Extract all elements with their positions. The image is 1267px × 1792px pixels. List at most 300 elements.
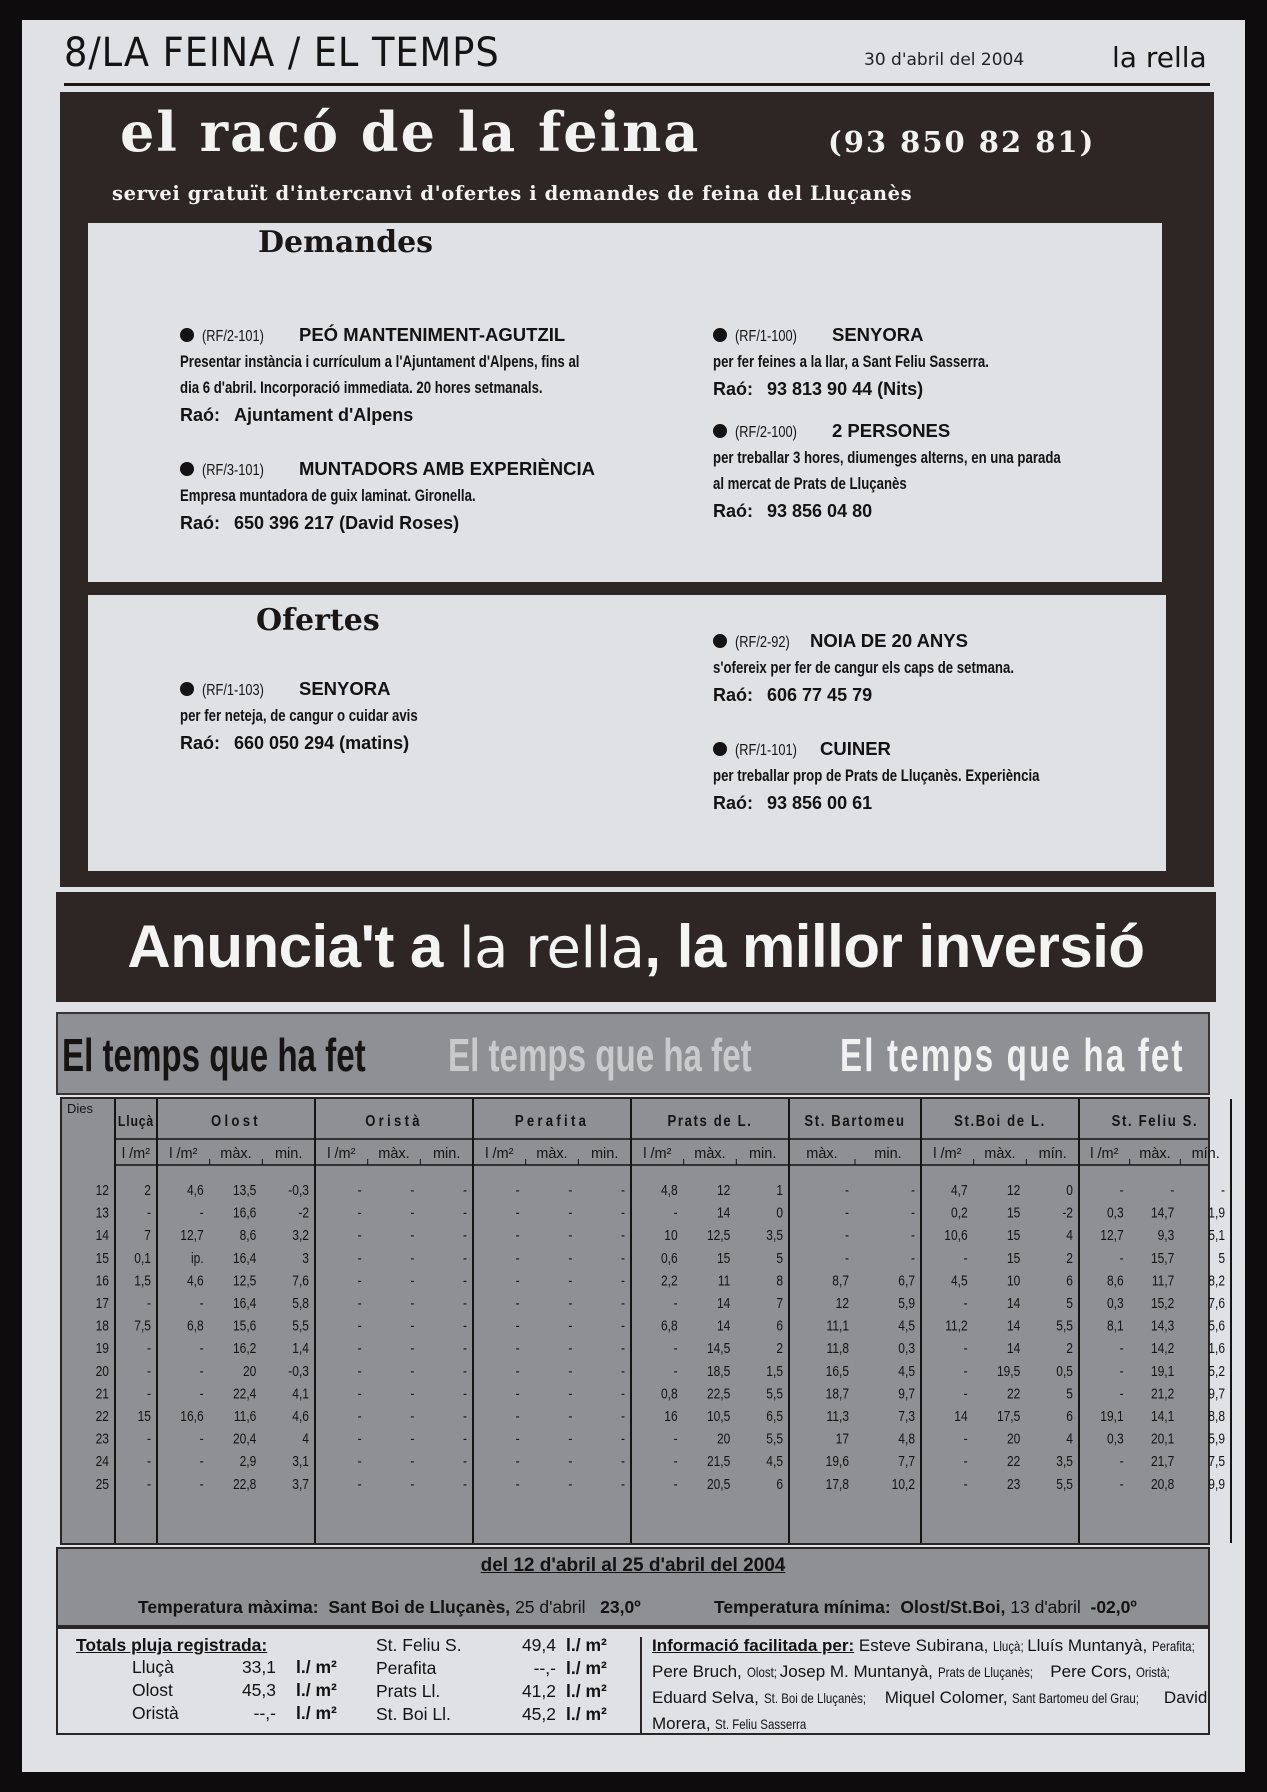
table-cell: 12 <box>1006 1181 1021 1199</box>
table-cell: - <box>357 1430 362 1447</box>
table-cell: - <box>146 1385 151 1402</box>
table-cell: 18,7 <box>825 1385 849 1402</box>
table-cell: 7,6 <box>292 1272 309 1289</box>
table-cell: - <box>568 1249 573 1267</box>
table-cell: 15 <box>716 1249 731 1267</box>
table-cell: 4,5 <box>766 1452 783 1470</box>
table-cell: 2 <box>1066 1339 1073 1357</box>
job-item-title <box>713 321 1233 349</box>
job-ref: (RF/1-103) <box>202 682 264 699</box>
table-cell: - <box>620 1339 625 1357</box>
table-cell: - <box>357 1272 362 1289</box>
table-cell: - <box>462 1204 467 1221</box>
table-cell: 8,6 <box>1106 1272 1124 1289</box>
job-ref: (RF/1-100) <box>735 328 797 345</box>
table-cell: - <box>357 1339 362 1357</box>
publication-brand: la rella <box>1112 41 1207 74</box>
table-cell: - <box>963 1339 968 1357</box>
table-cell: 3,7 <box>292 1475 309 1493</box>
table-cell: - <box>410 1339 415 1357</box>
table-cell: - <box>963 1385 968 1402</box>
table-cell: - <box>146 1339 151 1357</box>
table-cell: 5 <box>1218 1249 1225 1267</box>
table-cell: - <box>515 1294 520 1312</box>
table-cell: 21,2 <box>1150 1385 1175 1402</box>
column-header: min. <box>590 1146 619 1162</box>
weather-banner-title-light: El temps que ha fet <box>840 1029 1185 1081</box>
table-cell: - <box>620 1385 625 1402</box>
table-cell: 20,4 <box>232 1430 257 1447</box>
table-cell: 20,1 <box>1150 1430 1175 1447</box>
table-cell: 3,5 <box>1056 1452 1073 1470</box>
table-cell: - <box>357 1204 362 1221</box>
table-cell: 10 <box>1006 1272 1021 1289</box>
table-cell: - <box>199 1339 204 1357</box>
table-cell: 14,5 <box>706 1339 731 1357</box>
weather-table-grid <box>62 1099 1225 1543</box>
table-cell: - <box>410 1181 415 1199</box>
rain-total-value: 41,2 <box>521 1681 556 1701</box>
table-cell: 11,2 <box>945 1317 968 1334</box>
table-cell: 20,8 <box>1150 1475 1175 1493</box>
table-cell: 7,3 <box>898 1407 915 1425</box>
table-cell: - <box>844 1181 849 1199</box>
bullet-icon <box>180 328 194 342</box>
credits <box>652 1633 1208 1737</box>
table-cell: - <box>357 1475 362 1493</box>
table-cell: 4 <box>1066 1430 1073 1447</box>
table-cell: 20 <box>242 1362 257 1380</box>
demandes-panel <box>88 223 1162 582</box>
credit-name: Miquel Colomer, <box>880 1688 1013 1707</box>
table-cell: 4,6 <box>186 1272 204 1289</box>
credit-name: Josep M. Muntanyà, <box>775 1662 938 1681</box>
rain-totals-title: Totals pluja registrada: <box>76 1635 268 1655</box>
table-cell: - <box>963 1475 968 1493</box>
table-cell: - <box>410 1452 415 1470</box>
job-box-subtitle: servei gratuït d'intercanvi d'ofertes i demandes de feina del Lluçanès <box>112 182 913 205</box>
job-item <box>180 455 700 537</box>
table-cell: 5 <box>1066 1294 1073 1312</box>
section-title: 8/LA FEINA / EL TEMPS <box>64 30 500 76</box>
newspaper-page <box>22 20 1245 1772</box>
table-cell: - <box>515 1181 520 1199</box>
table-cell: - <box>568 1362 573 1380</box>
rain-totals-and-credits <box>56 1627 1210 1735</box>
table-cell: - <box>199 1294 204 1312</box>
table-cell: 19,1 <box>1150 1362 1175 1380</box>
table-cell: 14 <box>1006 1317 1021 1334</box>
table-cell: ip. <box>190 1249 204 1267</box>
table-cell: - <box>146 1294 151 1312</box>
rain-total-unit: l./ m² <box>296 1657 337 1677</box>
table-cell: - <box>1119 1362 1124 1380</box>
job-box-phone: (93 850 82 81) <box>828 125 1096 159</box>
column-header: min. <box>432 1146 461 1162</box>
table-cell: 0,3 <box>1106 1204 1124 1221</box>
header-rule <box>64 83 1210 86</box>
table-cell: - <box>199 1475 204 1493</box>
table-cell: 6 <box>1066 1407 1073 1425</box>
table-cell: 11,1 <box>826 1317 849 1334</box>
table-cell: 3 <box>302 1249 309 1267</box>
table-cell: - <box>910 1226 915 1244</box>
table-cell: - <box>199 1430 204 1447</box>
table-cell: - <box>620 1407 625 1425</box>
table-cell: - <box>620 1249 625 1267</box>
table-cell: 0,5 <box>1056 1362 1073 1380</box>
credit-name: Esteve Subirana, <box>858 1636 994 1655</box>
job-ref: (RF/2-92) <box>735 634 790 651</box>
table-cell: 15 <box>137 1407 151 1425</box>
table-cell: 0,8 <box>660 1385 678 1402</box>
weather-banner-title: El temps que ha fet <box>62 1029 366 1081</box>
table-cell: - <box>568 1407 573 1425</box>
table-cell: - <box>410 1475 415 1493</box>
job-ref: (RF/3-101) <box>202 462 264 479</box>
job-title: PEÓ MANTENIMENT-AGUTZIL <box>299 324 566 345</box>
table-cell: 6,5 <box>766 1407 783 1425</box>
table-cell: - <box>357 1181 362 1199</box>
credit-place: St. Boi de Lluçanès; <box>763 1690 866 1706</box>
table-cell: - <box>462 1475 467 1493</box>
table-cell: - <box>199 1385 204 1402</box>
table-cell: - <box>515 1317 520 1334</box>
table-cell: 4,1 <box>292 1385 309 1402</box>
table-cell: 15 <box>1006 1204 1021 1221</box>
table-cell: 21,5 <box>706 1452 731 1470</box>
table-cell: 8,8 <box>1208 1407 1225 1425</box>
table-cell: 12,5 <box>232 1272 257 1289</box>
table-cell: - <box>620 1272 625 1289</box>
table-cell: - <box>568 1385 573 1402</box>
credit-place: Perafita; <box>1151 1638 1195 1654</box>
table-cell: 8 <box>776 1272 783 1289</box>
table-cell: - <box>963 1362 968 1380</box>
station-name: Prats de L. <box>667 1112 753 1131</box>
job-item <box>180 321 700 429</box>
job-item <box>713 321 1233 403</box>
table-cell: - <box>515 1430 520 1447</box>
max-temperature: Temperatura màxima: Sant Boi de Lluçanès, 25 d'abril 23,0º <box>138 1597 641 1617</box>
table-cell: 4,5 <box>898 1362 915 1380</box>
table-cell: 10,5 <box>706 1407 731 1425</box>
job-title: MUNTADORS AMB EXPERIÈNCIA <box>299 458 596 479</box>
table-cell: - <box>357 1362 362 1380</box>
table-cell: - <box>1119 1452 1124 1470</box>
job-title: SENYORA <box>832 324 924 345</box>
credit-name: Eduard Selva, <box>652 1688 764 1707</box>
weather-section <box>56 1012 1225 1770</box>
day-number: 19 <box>95 1339 109 1357</box>
table-cell: - <box>462 1385 467 1402</box>
table-cell: 14 <box>716 1294 731 1312</box>
job-title: SENYORA <box>299 678 391 699</box>
table-cell: - <box>568 1452 573 1470</box>
table-cell: - <box>673 1339 678 1357</box>
job-item-title <box>180 321 700 349</box>
credit-place: Prats de Lluçanès; <box>937 1664 1033 1680</box>
table-cell: -0,3 <box>288 1181 309 1199</box>
table-cell: - <box>146 1452 151 1470</box>
table-cell: - <box>146 1475 151 1493</box>
days-label: Dies <box>67 1101 94 1116</box>
job-contact: Raó: 606 77 45 79 <box>713 685 873 705</box>
table-cell: - <box>410 1407 415 1425</box>
table-cell: 22 <box>1006 1385 1021 1402</box>
table-cell: 0,3 <box>1106 1430 1124 1447</box>
table-cell: 7 <box>776 1294 783 1312</box>
day-number: 25 <box>95 1475 109 1493</box>
table-cell: - <box>515 1272 520 1289</box>
column-header: min. <box>748 1146 777 1162</box>
table-cell: - <box>963 1249 968 1267</box>
rain-total-unit: l./ m² <box>566 1704 607 1724</box>
rain-total-place: Oristà <box>132 1703 179 1723</box>
table-cell: 6,8 <box>186 1317 204 1334</box>
table-cell: 14,7 <box>1150 1204 1175 1221</box>
table-cell: - <box>199 1204 204 1221</box>
column-header: mín. <box>1191 1146 1220 1162</box>
ofertes-heading: Ofertes <box>256 603 380 638</box>
table-cell: 12,7 <box>1100 1226 1124 1244</box>
table-cell: 1,5 <box>766 1362 783 1380</box>
table-cell: 0,2 <box>950 1204 968 1221</box>
station-name: St.Boi de L. <box>954 1112 1046 1131</box>
station-name: St. Bartomeu <box>804 1112 906 1131</box>
table-cell: - <box>515 1475 520 1493</box>
table-cell: - <box>357 1294 362 1312</box>
table-cell: - <box>462 1407 467 1425</box>
table-cell: 8,6 <box>239 1226 257 1244</box>
rain-total-unit: l./ m² <box>296 1680 337 1700</box>
table-cell: 7 <box>144 1226 151 1244</box>
credit-name: Lluís Muntanyà, <box>1022 1636 1152 1655</box>
day-number: 15 <box>95 1249 109 1267</box>
table-cell: 3,5 <box>766 1226 783 1244</box>
table-cell: 9,3 <box>1157 1226 1175 1244</box>
table-cell: 4,8 <box>660 1181 678 1199</box>
table-cell: 14 <box>716 1317 731 1334</box>
table-cell: - <box>1119 1249 1124 1267</box>
table-cell: 11 <box>717 1272 731 1289</box>
table-cell: 2 <box>1066 1249 1073 1267</box>
job-item <box>713 417 1233 525</box>
table-cell: - <box>673 1475 678 1493</box>
table-cell: 16,6 <box>180 1407 204 1425</box>
job-ref: (RF/2-101) <box>202 328 264 345</box>
table-cell: 19,6 <box>825 1452 849 1470</box>
table-cell: - <box>462 1226 467 1244</box>
table-cell: - <box>1119 1181 1124 1199</box>
table-cell: 5,9 <box>898 1294 915 1312</box>
table-cell: 0,3 <box>1106 1294 1124 1312</box>
column-header: màx. <box>536 1146 568 1162</box>
table-cell: - <box>410 1430 415 1447</box>
job-desc: per fer neteja, de cangur o cuidar avis <box>180 707 418 725</box>
rain-total-place: St. Feliu S. <box>376 1635 462 1655</box>
table-cell: 9,7 <box>898 1385 915 1402</box>
job-item-title <box>713 735 1233 763</box>
job-desc: per treballar prop de Prats de Lluçanès. Experiència <box>713 767 1040 785</box>
weather-banner <box>56 1012 1210 1095</box>
table-cell: - <box>620 1430 625 1447</box>
table-cell: 22 <box>1006 1452 1021 1470</box>
table-cell: 11,8 <box>826 1339 849 1357</box>
table-cell: 14 <box>954 1407 968 1425</box>
table-cell: - <box>963 1294 968 1312</box>
day-number: 13 <box>95 1204 109 1221</box>
table-cell: - <box>410 1272 415 1289</box>
station-name: Lluçà <box>117 1112 155 1130</box>
job-desc: per treballar 3 hores, diumenges alterns, en una parada al mercat de Prats de Lluçanès <box>713 449 1061 493</box>
rain-total-place: St. Boi Ll. <box>376 1704 451 1724</box>
day-number: 17 <box>95 1294 109 1312</box>
issue-date: 30 d'abril del 2004 <box>864 50 1025 70</box>
table-cell: 5,5 <box>1056 1475 1073 1493</box>
table-cell: 1,5 <box>134 1272 151 1289</box>
table-cell: - <box>963 1452 968 1470</box>
table-cell: 4 <box>1066 1226 1073 1244</box>
table-cell: 15,7 <box>1150 1249 1175 1267</box>
credit-place: Oristà; <box>1136 1664 1171 1680</box>
table-cell: 4,5 <box>950 1272 968 1289</box>
table-cell: - <box>620 1317 625 1334</box>
table-cell: 11,3 <box>826 1407 849 1425</box>
credit-place: Sant Bartomeu del Grau; <box>1012 1690 1140 1706</box>
table-cell: 16,4 <box>232 1294 257 1312</box>
table-cell: 5,5 <box>292 1317 309 1334</box>
job-title: 2 PERSONES <box>832 420 951 441</box>
rain-total-unit: l./ m² <box>566 1658 607 1678</box>
table-cell: - <box>146 1362 151 1380</box>
table-cell: 6 <box>776 1475 783 1493</box>
table-cell: - <box>673 1430 678 1447</box>
table-cell: - <box>673 1204 678 1221</box>
table-cell: 7,6 <box>1208 1294 1225 1312</box>
table-cell: 0,6 <box>660 1249 678 1267</box>
table-cell: - <box>515 1452 520 1470</box>
table-cell: - <box>515 1226 520 1244</box>
job-contact: Raó: 93 856 00 61 <box>713 793 873 813</box>
job-desc: Empresa muntadora de guix laminat. Gironella. <box>180 487 476 505</box>
table-cell: - <box>1119 1475 1124 1493</box>
table-cell: - <box>357 1452 362 1470</box>
day-number: 18 <box>95 1317 109 1334</box>
table-cell: - <box>357 1226 362 1244</box>
table-cell: 13,5 <box>232 1181 257 1199</box>
demandes-heading: Demandes <box>258 225 434 260</box>
job-desc: Presentar instància i currículum a l'Ajuntament d'Alpens, fins al dia 6 d'abril. Incorporació immediata. 20 hores setmanals. <box>180 353 580 397</box>
bullet-icon <box>713 634 727 648</box>
table-cell: 17 <box>835 1430 849 1447</box>
table-cell: 14 <box>1006 1339 1021 1357</box>
table-cell: 2,9 <box>239 1452 257 1470</box>
table-cell: 11,7 <box>1151 1272 1175 1289</box>
weather-table <box>60 1097 1225 1545</box>
column-header: mín. <box>1038 1146 1067 1162</box>
table-cell: 5,5 <box>1056 1317 1073 1334</box>
bullet-icon <box>180 462 194 476</box>
column-header: min. <box>874 1146 902 1162</box>
table-cell: 16,4 <box>232 1249 257 1267</box>
station-name: Oristà <box>365 1112 423 1131</box>
job-desc: per fer feines a la llar, a Sant Feliu Sasserra. <box>713 353 989 371</box>
table-cell: 7,7 <box>898 1452 915 1470</box>
table-cell: 17,5 <box>996 1407 1021 1425</box>
table-cell: 14,3 <box>1150 1317 1175 1334</box>
table-cell: -2 <box>298 1204 309 1221</box>
table-cell: - <box>462 1272 467 1289</box>
day-number: 14 <box>95 1226 109 1244</box>
credit-place: Lluçà; <box>993 1638 1024 1654</box>
rain-total-unit: l./ m² <box>566 1681 607 1701</box>
table-cell: 16 <box>664 1407 678 1425</box>
ad-slogan: Anuncia't a la rella, la millor inversió <box>127 913 1145 981</box>
column-header: min. <box>274 1146 303 1162</box>
table-cell: - <box>462 1249 467 1267</box>
job-item-title <box>180 675 700 703</box>
table-cell: - <box>462 1294 467 1312</box>
table-cell: - <box>568 1181 573 1199</box>
table-cell: 7,5 <box>134 1317 151 1334</box>
job-item <box>180 675 700 757</box>
temperature-summary <box>56 1547 1210 1627</box>
table-cell: 2 <box>776 1339 783 1357</box>
table-cell: 10,2 <box>891 1475 915 1493</box>
table-cell: - <box>1119 1339 1124 1357</box>
table-cell: - <box>844 1249 849 1267</box>
table-cell: 2,2 <box>660 1272 678 1289</box>
table-cell: 5,2 <box>1208 1362 1225 1380</box>
table-cell: 5,5 <box>766 1385 783 1402</box>
table-cell: 18,5 <box>706 1362 731 1380</box>
column-header: l /m² <box>327 1146 356 1162</box>
table-cell: 1,4 <box>292 1339 309 1357</box>
job-ref: (RF/1-101) <box>735 742 797 759</box>
table-cell: - <box>568 1272 573 1289</box>
table-cell: - <box>410 1204 415 1221</box>
table-cell: - <box>515 1339 520 1357</box>
table-cell: 3,1 <box>292 1452 309 1470</box>
table-cell: - <box>620 1452 625 1470</box>
job-contact: Raó: 93 813 90 44 (Nits) <box>713 379 924 399</box>
table-cell: 5,5 <box>766 1430 783 1447</box>
table-cell: - <box>963 1430 968 1447</box>
credit-place: Olost; <box>746 1664 777 1680</box>
table-cell: - <box>462 1430 467 1447</box>
rain-total-place: Perafita <box>376 1658 437 1678</box>
job-exchange-box <box>60 92 1214 887</box>
table-cell: 9,7 <box>1208 1385 1225 1402</box>
table-cell: - <box>410 1294 415 1312</box>
table-cell: - <box>146 1204 151 1221</box>
table-cell: 14 <box>716 1204 731 1221</box>
day-number: 21 <box>95 1385 109 1402</box>
table-cell: 5,9 <box>1208 1430 1225 1447</box>
table-cell: 10,6 <box>944 1226 968 1244</box>
advertising-banner <box>56 892 1216 1002</box>
rain-total-place: Prats Ll. <box>376 1681 441 1701</box>
table-cell: - <box>620 1226 625 1244</box>
table-cell: - <box>515 1204 520 1221</box>
job-item-title <box>180 455 700 483</box>
table-cell: - <box>199 1362 204 1380</box>
table-cell: 16,5 <box>825 1362 849 1380</box>
ofertes-panel <box>88 595 1166 871</box>
table-cell: - <box>515 1385 520 1402</box>
min-temperature: Temperatura mínima: Olost/St.Boi, 13 d'abril -02,0º <box>714 1597 1137 1617</box>
